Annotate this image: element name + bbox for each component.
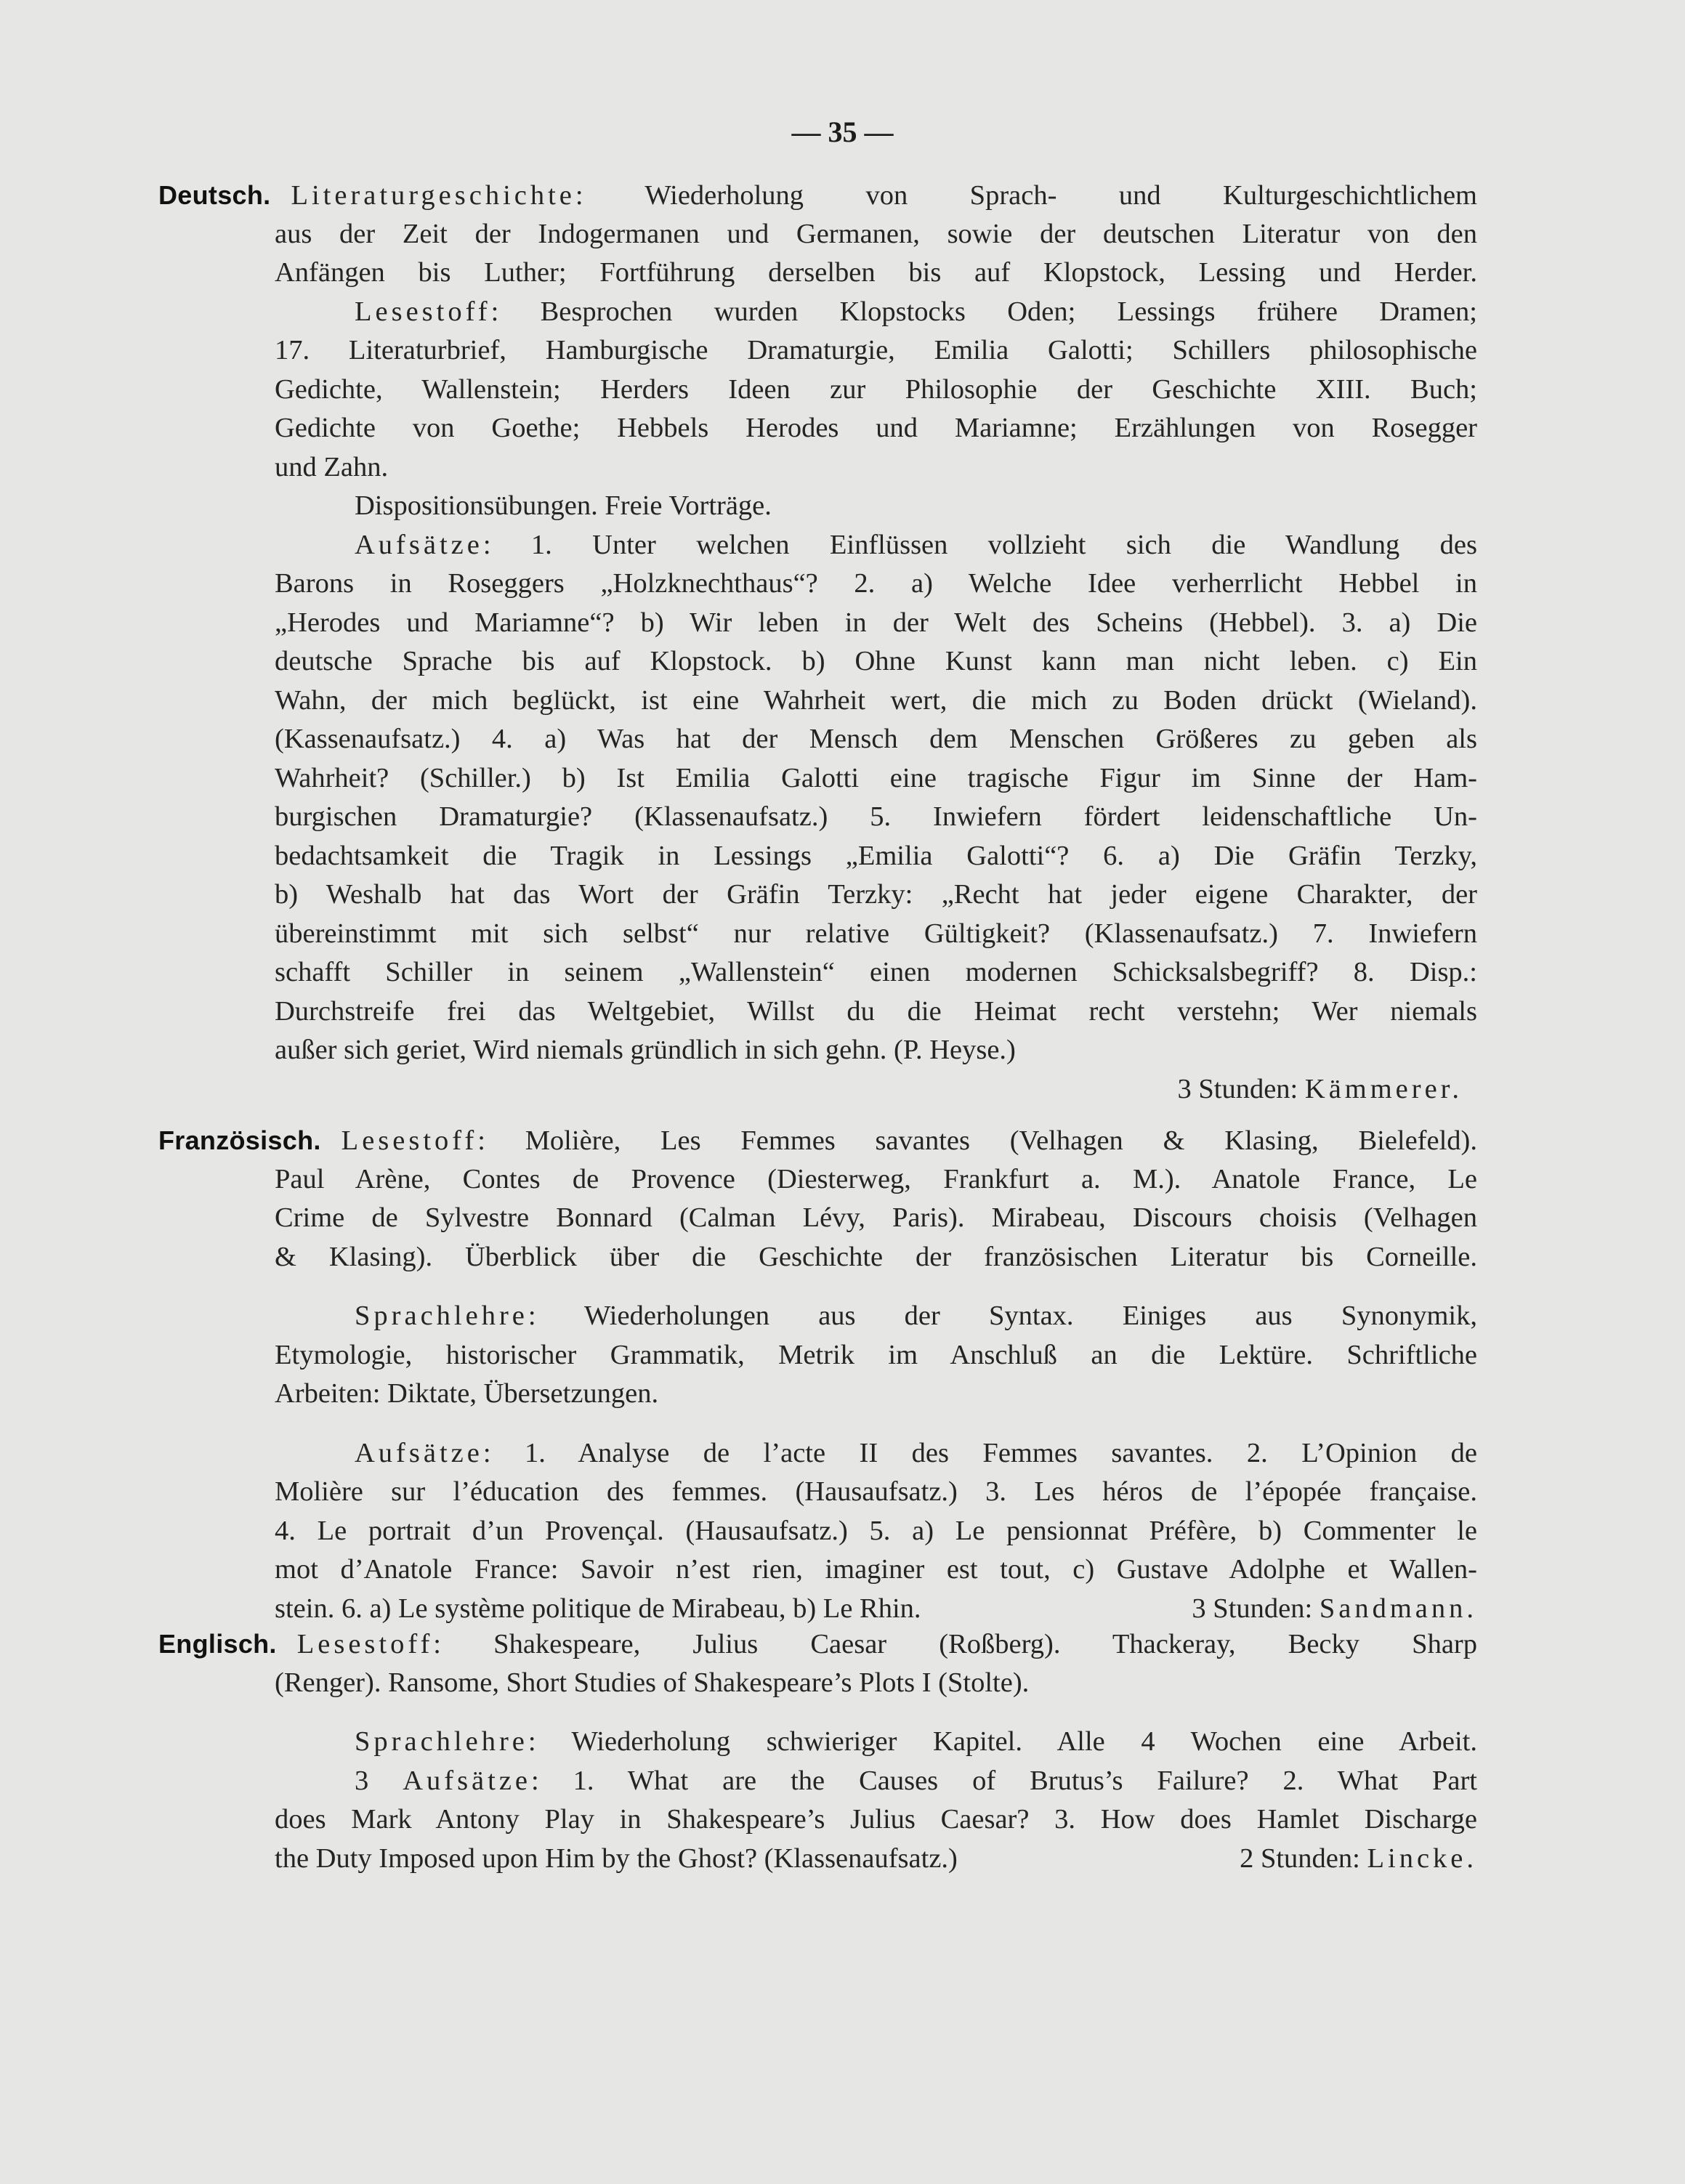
teacher-hours: 2 Stunden: [1240,1843,1360,1874]
text-line: b) Weshalb hat das Wort der Gräfin Terzky: „Recht hat jeder eigene Charakter, der [275,879,1477,910]
teacher-name: Lincke. [1367,1843,1477,1874]
text-line: außer sich geriet, Wird niemals gründlich in sich gehn. (P. Heyse.) [275,1035,1016,1065]
teacher-credit [1240,1840,1477,1879]
spaced-label: Aufsätze [355,1437,483,1468]
text-line: Molière sur l’éducation des femmes. (Hausaufsatz.) 3. Les héros de l’épopée française. [275,1476,1477,1507]
subject-heading-englisch: Englisch. [158,1629,277,1659]
text-line: stein. 6. a) Le système politique de Mirabeau, b) Le Rhin. 3 Stunden: Sandmann. [158,1590,1477,1629]
spaced-label: Lesestoff [296,1629,434,1659]
teacher-line [158,1070,1477,1109]
text-line: Englisch. Lesestoff: Shakespeare, Julius Caesar (Roßberg). Thackeray, Becky Sharp [158,1625,1477,1664]
text-line: Gedichte von Goethe; Hebbels Herodes und Mariamne; Erzählungen von Rosegger [275,413,1477,443]
text-line: Französisch. Lesestoff: Molière, Les Femmes savantes (Velhagen & Klasing, Bielefeld). [158,1121,1477,1160]
teacher-name: Sandmann. [1319,1593,1477,1624]
text-line: Anfängen bis Luther; Fortführung derselben bis auf Klopstock, Lessing und Herder. [275,257,1477,288]
text-line: Dispositionsübungen. Freie Vorträge. [355,490,772,521]
subject-heading-deutsch: Deutsch. [158,180,271,210]
spaced-label: Sprachlehre [355,1726,528,1757]
text-line: Wahn, der mich beglückt, ist eine Wahrheit wert, die mich zu Boden drückt (Wieland). [275,684,1477,716]
paragraph-gap [158,1277,1477,1297]
text-line: Wahrheit? (Schiller.) b) Ist Emilia Galotti eine tragische Figur im Sinne der Ham- [275,762,1477,793]
text-line: (Renger). Ransome, Short Studies of Shakespeare’s Plots I (Stolte). [275,1667,1030,1698]
text-line: Etymologie, historischer Grammatik, Metrik im Anschluß an die Lektüre. Schriftliche [275,1339,1477,1370]
text-line: burgischen Dramaturgie? (Klassenaufsatz.) 5. Inwiefern fördert leidenschaftliche Un- [275,801,1477,832]
text-line: Arbeiten: Diktate, Übersetzungen. [275,1378,659,1409]
text-line: Crime de Sylvestre Bonnard (Calman Lévy, Paris). Mirabeau, Discours choisis (Velhagen [275,1202,1477,1233]
text-line: & Klasing). Überblick über die Geschichte der französischen Literatur bis Corneille. [275,1241,1477,1272]
text-line: Aufsätze: 1. Analyse de l’acte II des Femmes savantes. 2. L’Opinion de [355,1437,1477,1468]
spaced-label: Aufsätze [403,1765,532,1796]
text-line: mot d’Anatole France: Savoir n’est rien, imaginer est tout, c) Gustave Adolphe et Wallen- [275,1554,1477,1585]
text-line: deutsche Sprache bis auf Klopstock. b) Ohne Kunst kann man nicht leben. c) Ein [275,646,1477,676]
spaced-label: Lesestoff [355,296,491,327]
paragraph-gap [158,1702,1477,1723]
text-line: 3 Aufsätze: 1. What are the Causes of Brutus’s Failure? 2. What Part [355,1765,1477,1796]
section-englisch [158,1625,1477,1878]
text-line: übereinstimmt mit sich selbst“ nur relative Gültigkeit? (Klassenaufsatz.) 7. Inwiefern [275,918,1477,949]
text-line: Lesestoff: Besprochen wurden Klopstocks Oden; Lessings frühere Dramen; [355,296,1477,327]
text-line: Sprachlehre: Wiederholungen aus der Syntax. Einiges aus Synonymik, [355,1301,1477,1331]
text-line: Aufsätze: 1. Unter welchen Einflüssen vollzieht sich die Wandlung des [355,529,1477,560]
text-line: und Zahn. [275,451,389,482]
text-line: bedachtsamkeit die Tragik in Lessings „Emilia Galotti“? 6. a) Die Gräfin Terzky, [275,840,1477,871]
spaced-label: Literaturgeschichte [291,180,575,211]
text-line: schafft Schiller in seinem „Wallenstein“ einen modernen Schicksalsbegriff? 8. Disp.: [275,957,1477,987]
teacher-hours: 3 Stunden: [1177,1073,1298,1104]
text-line: 17. Literaturbrief, Hamburgische Dramaturgie, Emilia Galotti; Schillers philosophische [275,335,1477,365]
page-number: — 35 — [791,116,894,148]
subject-heading-franzoesisch: Französisch. [158,1125,321,1155]
text-line: Sprachlehre: Wiederholung schwieriger Kapitel. Alle 4 Wochen eine Arbeit. [355,1726,1477,1757]
section-deutsch [158,176,1477,1109]
teacher-credit [1192,1590,1477,1629]
text-line: Barons in Roseggers „Holzknechthaus“? 2. a) Welche Idee verherrlicht Hebbel in [275,568,1477,599]
spaced-label: Aufsätze [355,529,483,560]
spaced-label: Lesestoff [341,1125,478,1156]
teacher-name: Kämmerer. [1304,1073,1463,1104]
text-line: aus der Zeit der Indogermanen und Germanen, sowie der deutschen Literatur von den [275,218,1477,249]
text-line: „Herodes und Mariamne“? b) Wir leben in der Welt des Scheins (Hebbel). 3. a) Die [275,607,1477,638]
teacher-hours: 3 Stunden: [1192,1593,1313,1624]
text-line: does Mark Antony Play in Shakespeare’s Julius Caesar? 3. How does Hamlet Discharge [275,1804,1477,1835]
section-franzoesisch [158,1121,1477,1628]
text-line: the Duty Imposed upon Him by the Ghost? (Klassenaufsatz.) 2 Stunden: Lincke. [158,1840,1477,1879]
text-line: Deutsch. Literaturgeschichte: Wiederholung von Sprach- und Kulturgeschichtlichem [158,176,1477,215]
paragraph-gap [158,1414,1477,1434]
text-line: (Kassenaufsatz.) 4. a) Was hat der Mensch dem Menschen Größeres zu geben als [275,724,1477,754]
text-line: Durchstreife frei das Weltgebiet, Willst du die Heimat recht verstehn; Wer niemals [275,995,1477,1027]
spaced-label: Sprachlehre [355,1301,528,1331]
text-line: 4. Le portrait d’un Provençal. (Hausaufsatz.) 5. a) Le pensionnat Préfère, b) Commenter le [275,1515,1477,1546]
text-line: Paul Arène, Contes de Provence (Diesterweg, Frankfurt a. M.). Anatole France, Le [275,1163,1477,1194]
text-line: Gedichte, Wallenstein; Herders Ideen zur Philosophie der Geschichte XIII. Buch; [275,373,1477,405]
